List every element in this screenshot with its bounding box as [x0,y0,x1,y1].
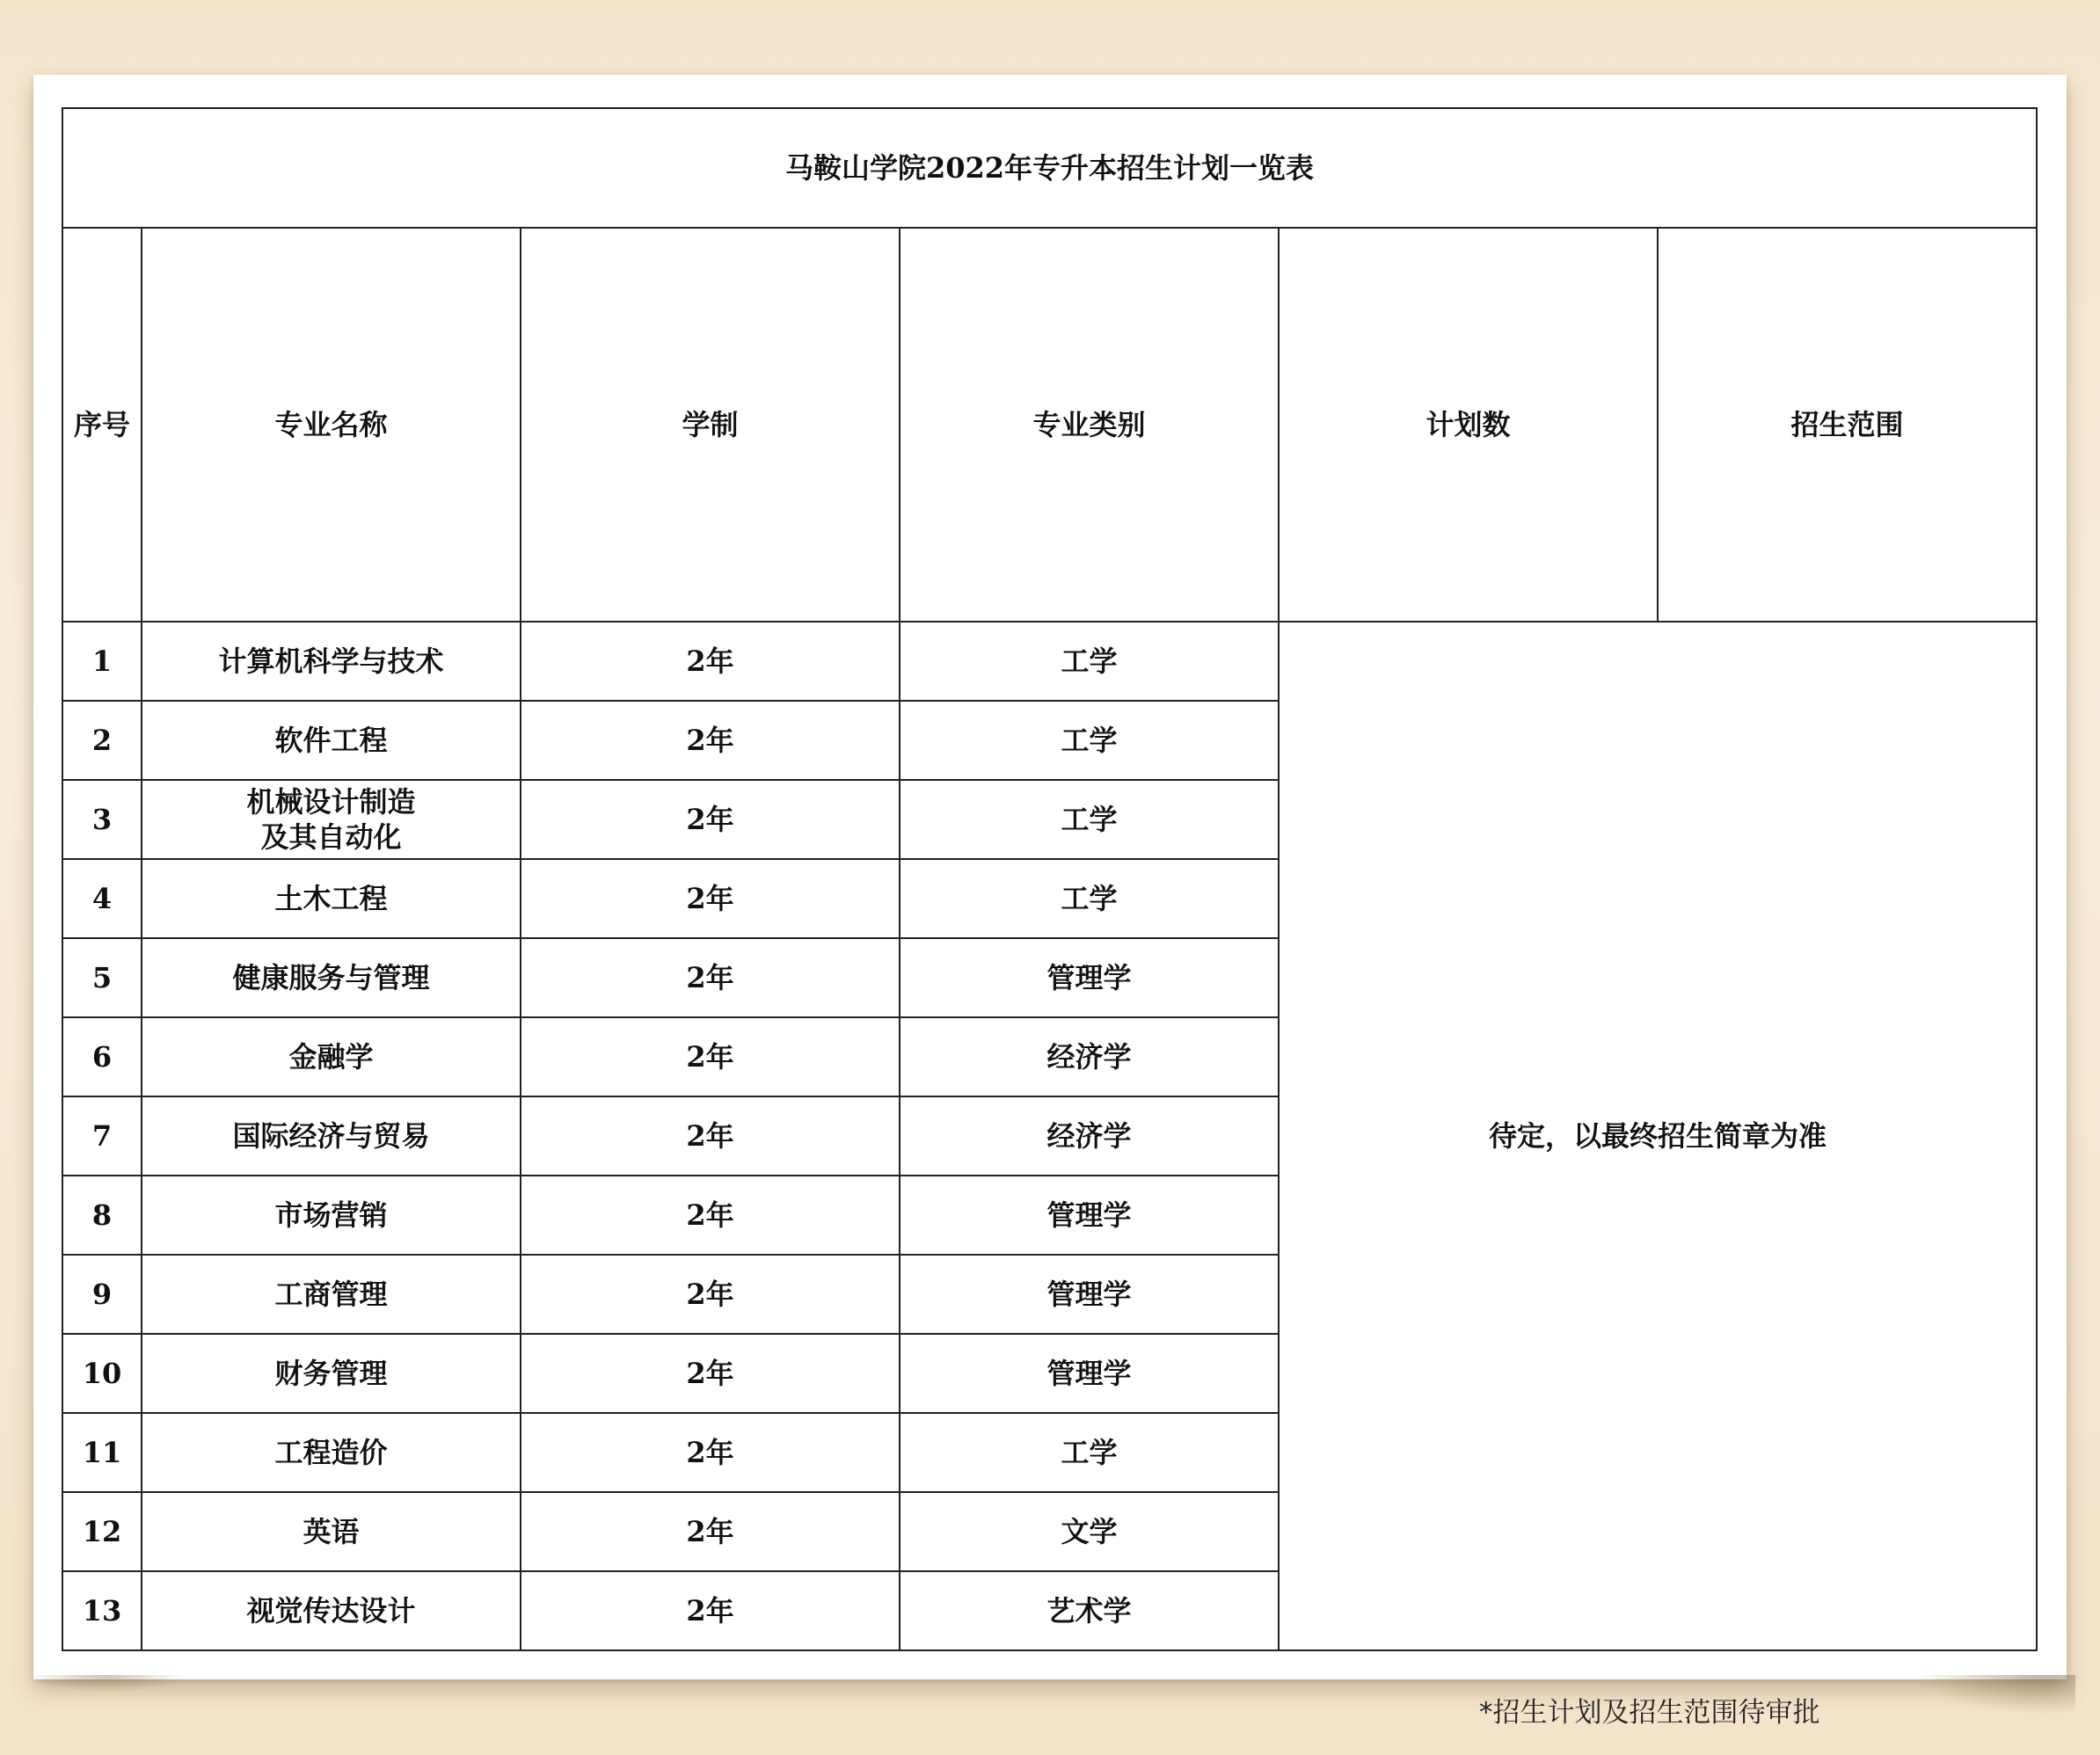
header-scope: 招生范围 [1658,228,2037,622]
row-category: 管理学 [900,938,1279,1017]
row-category: 管理学 [900,1255,1279,1334]
row-duration: 2年 [521,859,900,938]
row-major: 工程造价 [142,1413,521,1492]
row-duration: 2年 [521,1176,900,1255]
row-index: 7 [62,1096,142,1176]
row-major [142,780,521,859]
approval-footnote: *招生计划及招生范围待审批 [1479,1697,1820,1729]
row-duration: 2年 [521,1571,900,1650]
header-duration: 学制 [521,228,900,622]
row-duration: 2年 [521,938,900,1017]
header-category: 专业类别 [900,228,1279,622]
row-category: 经济学 [900,1096,1279,1176]
row-major: 工商管理 [142,1255,521,1334]
header-plan-count: 计划数 [1279,228,1658,622]
header-index: 序号 [62,228,142,622]
row-major: 软件工程 [142,701,521,780]
row-major: 市场营销 [142,1176,521,1255]
row-category: 文学 [900,1492,1279,1571]
row-duration: 2年 [521,1255,900,1334]
row-major: 计算机科学与技术 [142,622,521,701]
row-duration: 2年 [521,1017,900,1096]
row-index: 2 [62,701,142,780]
row-duration: 2年 [521,1492,900,1571]
row-category: 工学 [900,701,1279,780]
row-index: 1 [62,622,142,701]
row-duration: 2年 [521,622,900,701]
row-category: 经济学 [900,1017,1279,1096]
row-category: 工学 [900,1413,1279,1492]
table-row [62,622,2037,701]
header-row [62,228,2037,622]
row-category: 工学 [900,622,1279,701]
row-category: 工学 [900,780,1279,859]
row-index: 4 [62,859,142,938]
row-duration: 2年 [521,1334,900,1413]
row-duration: 2年 [521,780,900,859]
plan-scope-note: 待定，以最终招生简章为准 [1279,622,2037,1650]
row-major: 健康服务与管理 [142,938,521,1017]
row-major: 财务管理 [142,1334,521,1413]
row-duration: 2年 [521,701,900,780]
row-major: 视觉传达设计 [142,1571,521,1650]
row-index: 12 [62,1492,142,1571]
row-index: 9 [62,1255,142,1334]
row-duration: 2年 [521,1413,900,1492]
table-title: 马鞍山学院2022年专升本招生计划一览表 [62,108,2037,228]
row-major: 金融学 [142,1017,521,1096]
row-index: 5 [62,938,142,1017]
row-index: 10 [62,1334,142,1413]
row-category: 管理学 [900,1334,1279,1413]
row-major-line1: 机械设计制造 [246,785,416,819]
header-major: 专业名称 [142,228,521,622]
row-duration: 2年 [521,1096,900,1176]
row-major-line2: 及其自动化 [260,820,402,854]
row-major: 国际经济与贸易 [142,1096,521,1176]
row-category: 工学 [900,859,1279,938]
row-index: 13 [62,1571,142,1650]
row-category: 艺术学 [900,1571,1279,1650]
row-index: 11 [62,1413,142,1492]
row-index: 8 [62,1176,142,1255]
paper-shadow-right [1917,1675,2075,1715]
row-major: 英语 [142,1492,521,1571]
row-major: 土木工程 [142,859,521,938]
row-index: 3 [62,780,142,859]
row-index: 6 [62,1017,142,1096]
enrollment-plan-table [62,107,2038,1651]
row-category: 管理学 [900,1176,1279,1255]
paper-shadow-left [26,1675,185,1693]
